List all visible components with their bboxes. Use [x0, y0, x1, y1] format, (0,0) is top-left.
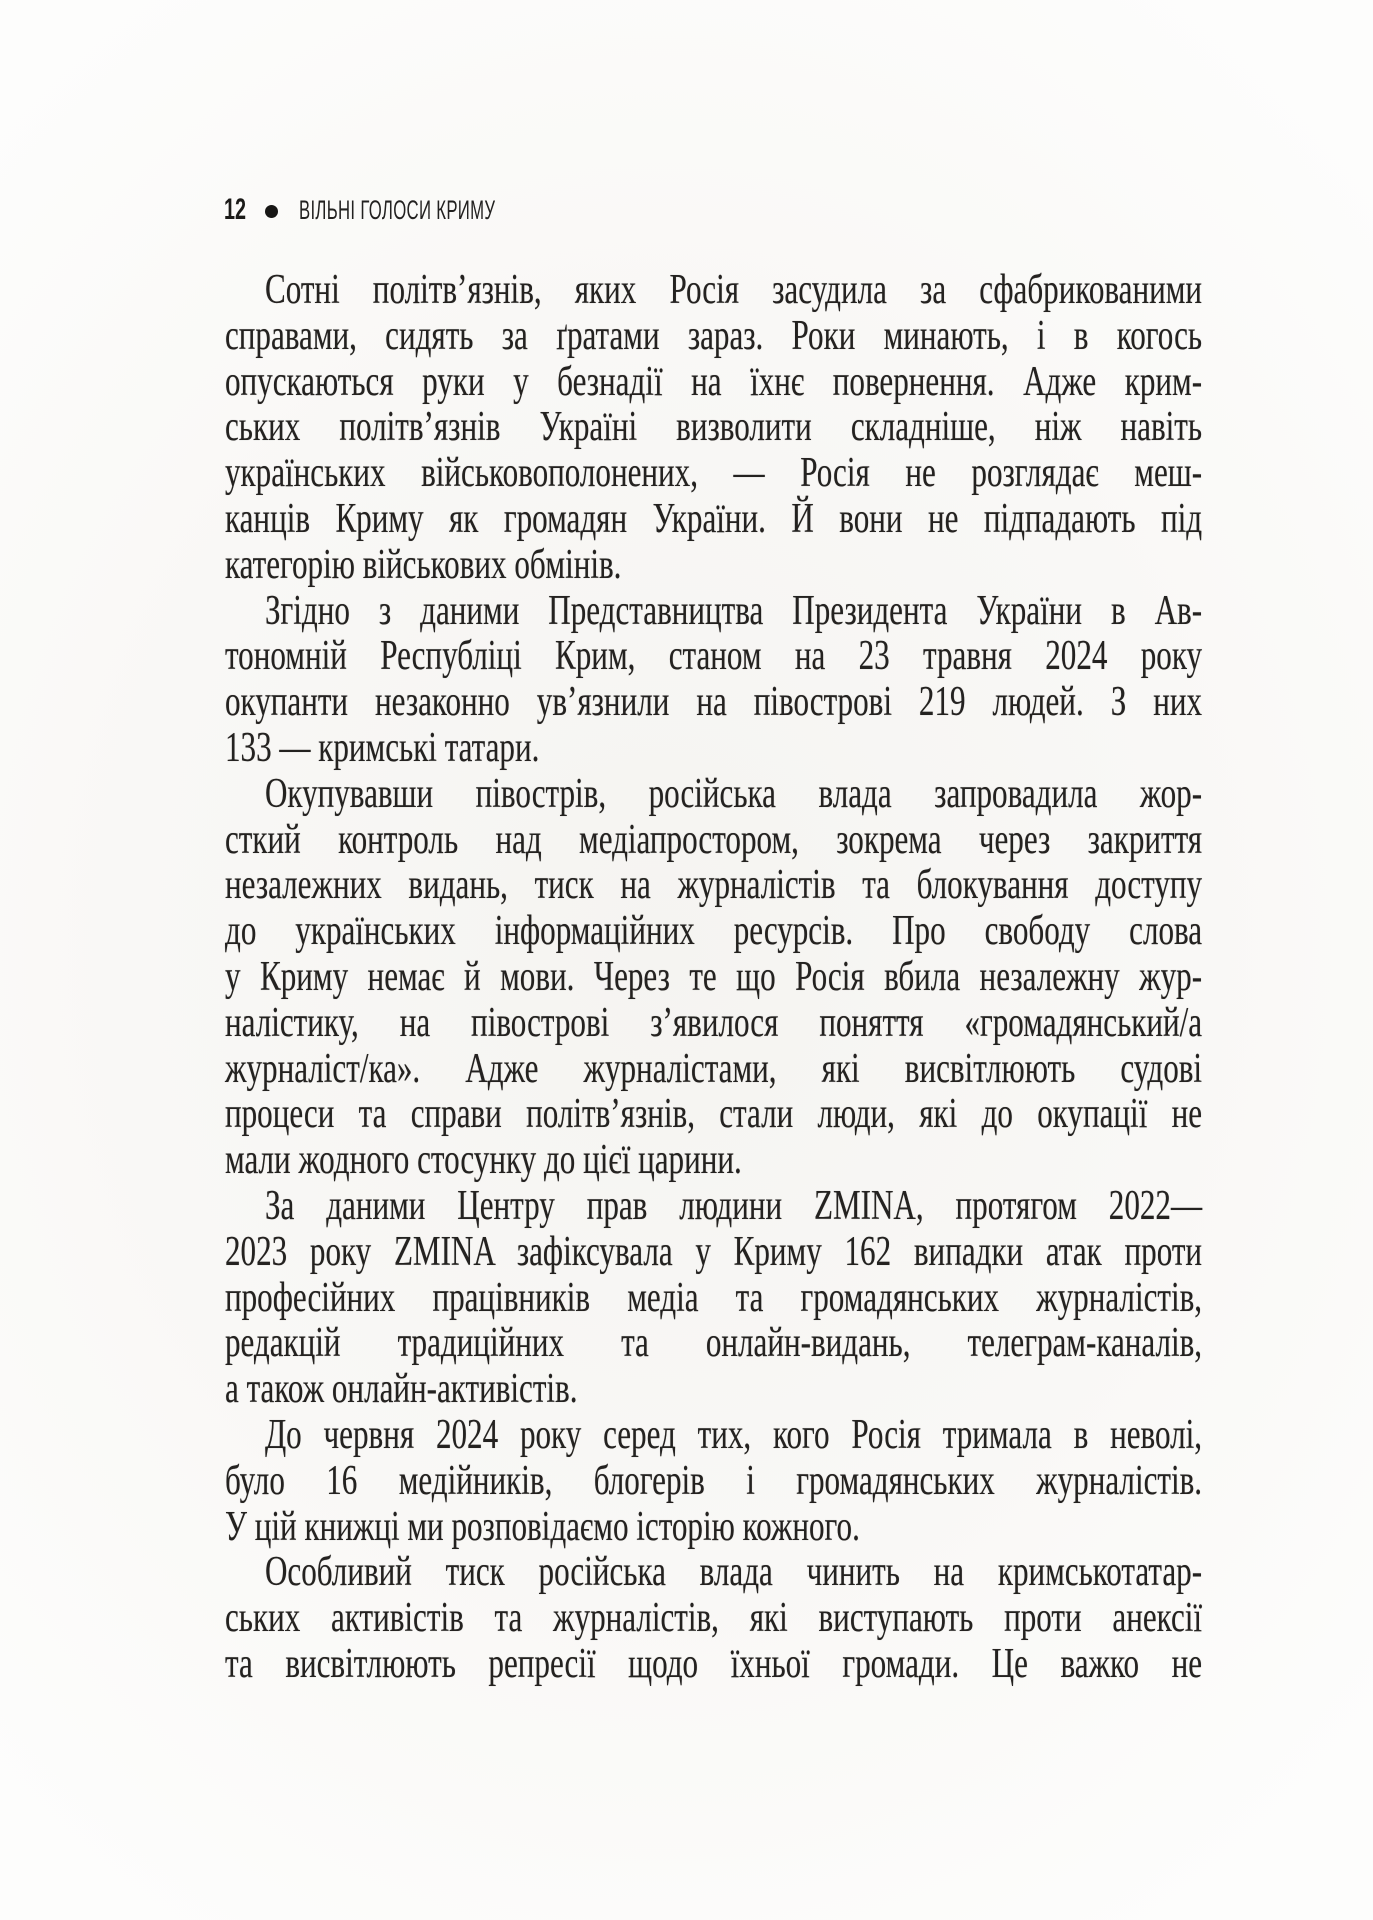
text-line: Особливий тиск російська влада чинить на кримськотатар- [264, 1549, 1203, 1596]
text-line: ських активістів та журналістів, які виступають проти анексії [225, 1595, 1203, 1642]
text-line: редакцій традиційних та онлайн-видань, телеграм-каналів, [225, 1320, 1203, 1367]
paragraph [225, 772, 1202, 1184]
text-line: незалежних видань, тиск на журналістів та блокування доступу [225, 862, 1203, 909]
text-line: Окупувавши півострів, російська влада запровадила жор- [264, 770, 1203, 817]
text-line: у Криму немає й мови. Через те що Росія вбила незалежну жур- [225, 953, 1203, 1000]
text-line: Згідно з даними Представництва Президента України в Ав- [264, 587, 1203, 634]
text-line: а також онлайн-активістів. [225, 1366, 578, 1413]
text-line: журналіст/ка». Адже журналістами, які висвітлюють судові [225, 1045, 1203, 1092]
page-body [225, 268, 1202, 1688]
bullet-separator-icon [265, 205, 278, 218]
text-line: ських політв’язнів Україні визволити складніше, ніж навіть [225, 404, 1203, 451]
text-line: 133 — кримські татари. [225, 724, 540, 771]
text-line: Сотні політв’язнів, яких Росія засудила за сфабрикованими [264, 267, 1203, 313]
text-line: українських військовополонених, — Росія не розглядає меш- [225, 450, 1203, 497]
text-line: професійних працівників медіа та громадянських журналістів, [225, 1274, 1203, 1321]
text-line: канців Криму як громадян України. Й вони не підпадають під [225, 495, 1203, 542]
paragraph [225, 1413, 1202, 1550]
text-line: опускаються руки у безнадії на їхнє повернення. Адже крим- [225, 358, 1203, 405]
text-line: та висвітлюють репресії щодо їхньої громади. Це важко не [225, 1640, 1203, 1687]
text-line: справами, сидять за ґратами зараз. Роки минають, і в когось [225, 312, 1203, 359]
text-line: налістику, на півострові з’явилося поняття «громадянський/а [225, 999, 1203, 1046]
page-number: 12 [224, 193, 247, 226]
paragraph [225, 1550, 1202, 1687]
running-title: ВІЛЬНІ ГОЛОСИ КРИМУ [299, 195, 496, 225]
text-line: 2023 року ZMINA зафіксувала у Криму 162 випадки атак проти [225, 1228, 1203, 1275]
text-line: мали жодного стосунку до цієї царини. [225, 1137, 742, 1184]
text-line: процеси та справи політв’язнів, стали люди, які до окупації не [225, 1091, 1203, 1138]
text-line: сткий контроль над медіапростором, зокрема через закриття [225, 816, 1203, 863]
text-line: було 16 медійників, блогерів і громадянських журналістів. [225, 1457, 1203, 1504]
text-line: У цій книжці ми розповідаємо історію кожного. [225, 1503, 860, 1550]
text-line: До червня 2024 року серед тих, кого Росія тримала в неволі, [264, 1411, 1203, 1458]
text-line: до українських інформаційних ресурсів. Про свободу слова [225, 908, 1203, 955]
text-line: окупанти незаконно ув’язнили на півострові 219 людей. З них [225, 679, 1203, 726]
text-line: За даними Центру прав людини ZMINA, протягом 2022— [264, 1182, 1203, 1229]
paragraph [225, 1184, 1202, 1413]
text-line: категорію військових обмінів. [225, 541, 622, 588]
paragraph [225, 268, 1202, 589]
paragraph [225, 589, 1202, 772]
text-line: тономній Республіці Крим, станом на 23 травня 2024 року [225, 633, 1203, 680]
